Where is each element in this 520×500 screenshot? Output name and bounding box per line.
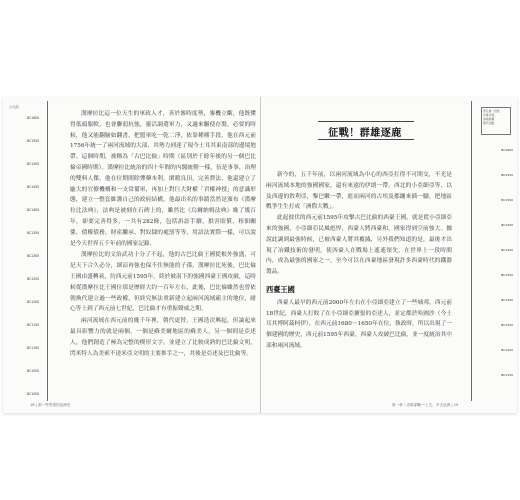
right-page-body: [266, 170, 452, 352]
timeline-year: BC1550: [501, 173, 513, 177]
paragraph: 此起彼伏的西元前1595年攻擊古巴比倫的西臺王國，就是從小亞細亞來的強國，小亞細亞民風彪悍，西臺人將西臺和，國家得到空前強大。據說此調到最強時候，已被西臺人將其覆滅，另外我們知道的是，最後才出現了冶鐵技術的發明，使西臺人在戰場上遙遙領先，在世界上一段時間內，成為最強的國家之一，至今可以在西臺地區發現許多西臺時代的鐵器製品。: [266, 215, 452, 276]
timeline-year: BC1200: [27, 300, 40, 304]
right-timeline-sidebar: [463, 100, 517, 400]
timeline-year: BC1300: [501, 298, 513, 302]
timeline-year: BC1200: [501, 348, 513, 352]
timeline-year: BC1000: [27, 392, 40, 396]
timeline-year: BC1250: [27, 277, 40, 281]
page-gutter: [260, 97, 261, 413]
running-title: 那一些等著的亞洲史: [38, 403, 71, 407]
left-footer: 18 | 那一些等著的亞洲史: [30, 403, 71, 407]
timeline-year: BC1400: [27, 208, 40, 212]
right-footer: 第一章｜洋際部戰──上古，中古亞洲 | 19: [392, 403, 459, 407]
paragraph: 兩河流域在西元前的幾千年裡，朝代更替，王國迭次興起，但論起來最具影響力的就是兩個，一個是蘇美爾地區的蘇美人，另一個則是亞述人，他們創造了極為完整的楔形文字，並建立了比較成熟的巴比倫文明，閃米特人為美索不達米亞文明的主要推手之一，其後是亞述及巴比倫等。: [70, 318, 256, 357]
section-heading: 西臺王國: [266, 284, 295, 294]
paragraph: 西臺人最早的西元前2000年左右在小亞細亞建立了一些城邦，西元前18世紀，西臺人打敗了在小亞細亞擴張的亞述人，並定都於哈圖沙（今土耳其博阿茲柯伊），在西元前1680～1650年在位，執政時，所以出現了一個建國的歷史，西元前1595年西臺，西臺人攻破巴比倫，並一度統治其中部和兩河流域。: [266, 299, 452, 349]
timeline-year: BC1150: [27, 323, 40, 327]
timeline-year: BC1350: [501, 273, 513, 277]
paragraph: 漢摩拉比這一位天生的軍政人才，善於審時度勢，審機立斷，他既懂得低頭服軟，也會聯弱抗強，靈活調遣軍力，又適來驅使存盤，必要的時候，他又能翻臉如翻書，把盟軍吃一乾二淨，依靠種種手段，他在西元前1756年統一了兩河流域的大部，其勢力到達了現今土耳其東南部的邊境地帶。這個時期，被稱為「古巴比倫」時期（區別於千餘年後的另一個巴比倫帝國時期）。漢摩拉比統治的四十年間的內閣統轄一樣，伍是事事，治理的雙料人傑，他在位期間除彈藥本利，閑暇良田，完善費法，他還建立了龐大的官僚機構和一支常備軍，再加上對巨大財權「君權神授」的意識形態，建立一整套維護自己的政府結構，他最出名的事蹟當然是頒布《漢摩拉比法典》，法典是被刻在石碑上的，雖然比《烏爾納姆法典》晚了幾百年，卻要完善得多，一共有282條，包括訴訟手續、損害賠償、租佃關係、債權債務、財產繼承、對奴隸的處罰等等，用語法實際一樣，可以說是今天世界五千年前的國家記錄。: [70, 111, 256, 247]
sidebar-note-line: 西元前一世紀: [483, 109, 500, 113]
timeline-year: BC1500: [27, 162, 40, 166]
sidebar-note-line: 中東中部，: [483, 113, 497, 117]
timeline-year: BC1300: [27, 254, 40, 258]
timeline-year: BC1500: [501, 198, 513, 202]
paragraph: 漢摩拉比的文治武功十分了不起，他的古巴比倫王國從根外強盛，可是天下合久必分，細涼再強也保不住無能的子孫，漢摩拉比死後，巴比倫王國由盛轉衰，約西元前1595年，終於被南下的強國西臺王國攻破，這時候從漢摩拉比王國位那是歷經大約一百年左右，此後，巴比倫雖然也曾依朝換代建立過一些政權，但終究無法重新建立起兩河流域霸主的地位，耐心等上到了西元前七世紀，巴比倫才有重振聲威之期。: [70, 252, 256, 313]
timeline-year: BC1450: [501, 223, 513, 227]
timeline-year: BC1600: [27, 116, 40, 120]
title-rule-top: [318, 121, 414, 122]
timeline-year: BC1050: [27, 369, 40, 373]
paragraph: 新今的，五千年前，以兩河流域為中心的西亞打得不可開交，不光是兩河流域本地的強國國家，還有來遠的伊朗一帶，西北的小亞細亞等，以及西邊的敘利亞，黎巴嫩一帶，進而兩河的古埃及都蹦來插一腳，把地區戰爭生生打成「洲際大戰」。: [266, 172, 452, 211]
timeline-year: BC1150: [501, 373, 513, 377]
timeline-year: BC1250: [501, 323, 513, 327]
page-number: 19: [453, 403, 459, 407]
timeline-year: BC1400: [501, 248, 513, 252]
page-number: 18: [30, 403, 35, 407]
sidebar-note-line: 各地政權: [483, 117, 495, 121]
timeline-year: BC1350: [27, 231, 40, 235]
running-title: 第一章｜洋際部戰──上古，中古亞洲: [392, 403, 451, 407]
sidebar-note-box: [481, 107, 511, 135]
left-page-body: [70, 109, 256, 360]
chapter-title: 征戰！群雄逐鹿: [328, 128, 402, 139]
timeline-line: [47, 101, 48, 401]
sidebar-note-line: 與巴比倫: [483, 121, 495, 125]
timeline-year: BC1550: [27, 139, 40, 143]
title-rule-bottom: [318, 139, 414, 140]
timeline-year: BC1450: [27, 185, 40, 189]
timeline-year: BC1600: [501, 148, 513, 152]
left-timeline-sidebar: [3, 100, 61, 400]
timeline-year: BC1100: [27, 346, 40, 350]
sidebar-caption: 公元前: [9, 105, 19, 109]
